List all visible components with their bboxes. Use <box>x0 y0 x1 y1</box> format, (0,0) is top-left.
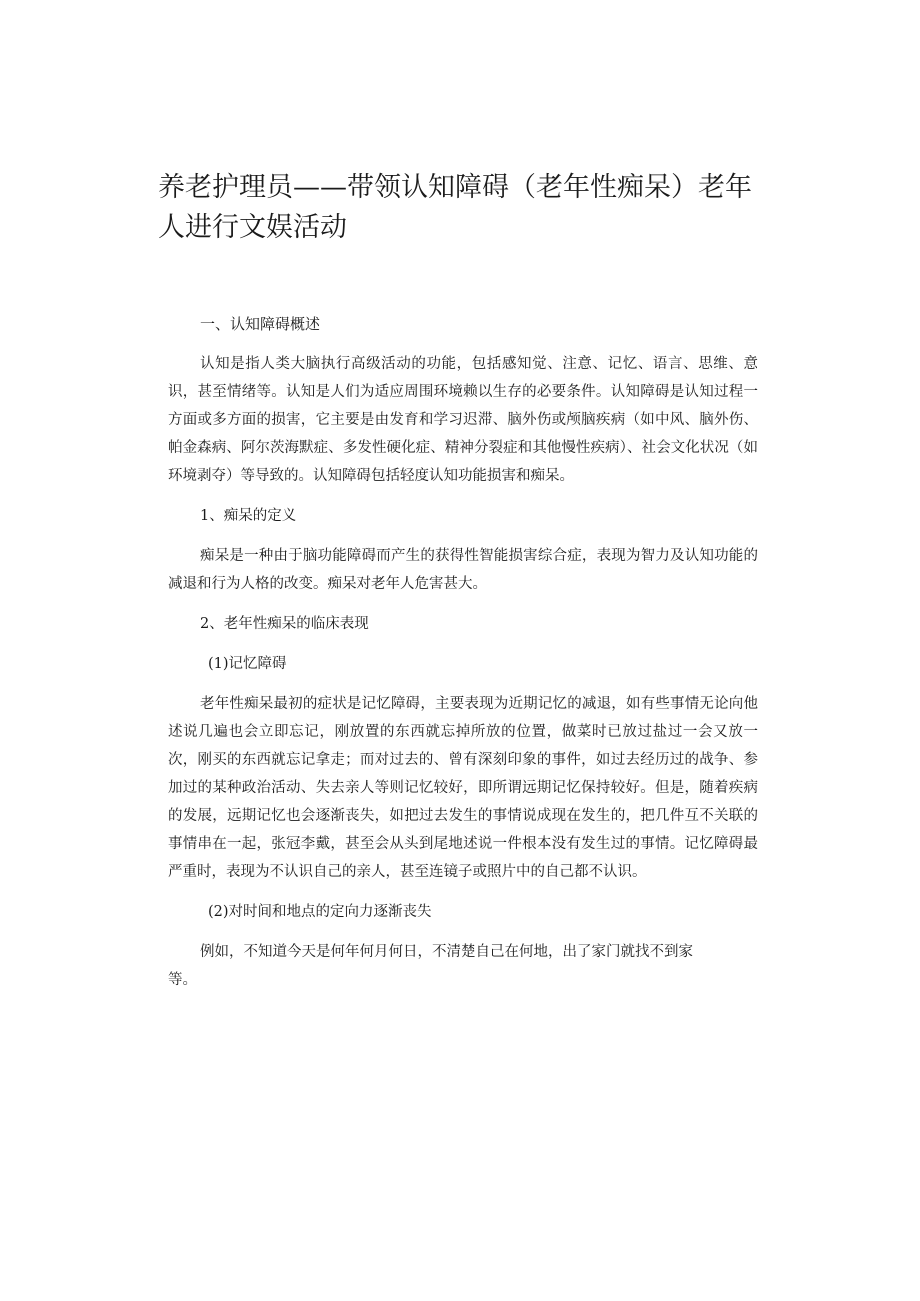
subsection-heading-symptoms: 2、老年性痴呆的临床表现 <box>200 616 369 632</box>
orientation-paragraph: 例如，不知道今天是何年何月何日，不清楚自己在何地，出了家门就找不到家 <box>200 944 693 960</box>
orientation-paragraph-tail: 等。 <box>168 972 197 988</box>
item-heading-orientation: (2)对时间和地点的定向力逐渐丧失 <box>208 904 432 920</box>
definition-paragraph: 痴呆是一种由于脑功能障碍而产生的获得性智能损害综合症，表现为智力及认知功能的减退和行为人格的改变。痴呆对老年人危害甚大。 <box>168 548 758 592</box>
memory-paragraph: 老年性痴呆最初的症状是记忆障碍，主要表现为近期记忆的减退，如有些事情无论向他述说几遍也会立即忘记，刚放置的东西就忘掉所放的位置，做菜时已放过盐过一会又放一次，刚买的东西就忘记拿走；而对过去的、曾有深刻印象的事件，如过去经历过的战争、参加过的某种政治活动、失去亲人等则记忆较好，即所谓远期记忆保持较好。但是，随着疾病的发展，远期记忆也会逐渐丧失，如把过去发生的事情说成现在发生的，把几件互不关联的事情串在一起，张冠李戴，甚至会从头到尾地述说一件根本没有发生过的事情。记忆障碍最严重时，表现为不认识自己的亲人，甚至连镜子或照片中的自己都不认识。 <box>168 696 758 880</box>
document-body <box>168 310 758 994</box>
subsection-heading-definition: 1、痴呆的定义 <box>200 508 297 524</box>
intro-paragraph: 认知是指人类大脑执行高级活动的功能，包括感知觉、注意、记忆、语言、思维、意识，甚至情绪等。认知是人们为适应周围环境赖以生存的必要条件。认知障碍是认知过程一方面或多方面的损害，它主要是由发育和学习迟滞、脑外伤或颅脑疾病（如中风、脑外伤、帕金森病、阿尔茨海默症、多发性硬化症、精神分裂症和其他慢性疾病）、社会文化状况（如环境剥夺）等导致的。认知障碍包括轻度认知功能损害和痴呆。 <box>168 356 758 484</box>
document-title: 养老护理员——带领认知障碍（老年性痴呆）老年人进行文娱活动 <box>158 172 752 243</box>
item-heading-memory: (1)记忆障碍 <box>208 656 287 672</box>
section-heading: 一、认知障碍概述 <box>200 315 321 333</box>
